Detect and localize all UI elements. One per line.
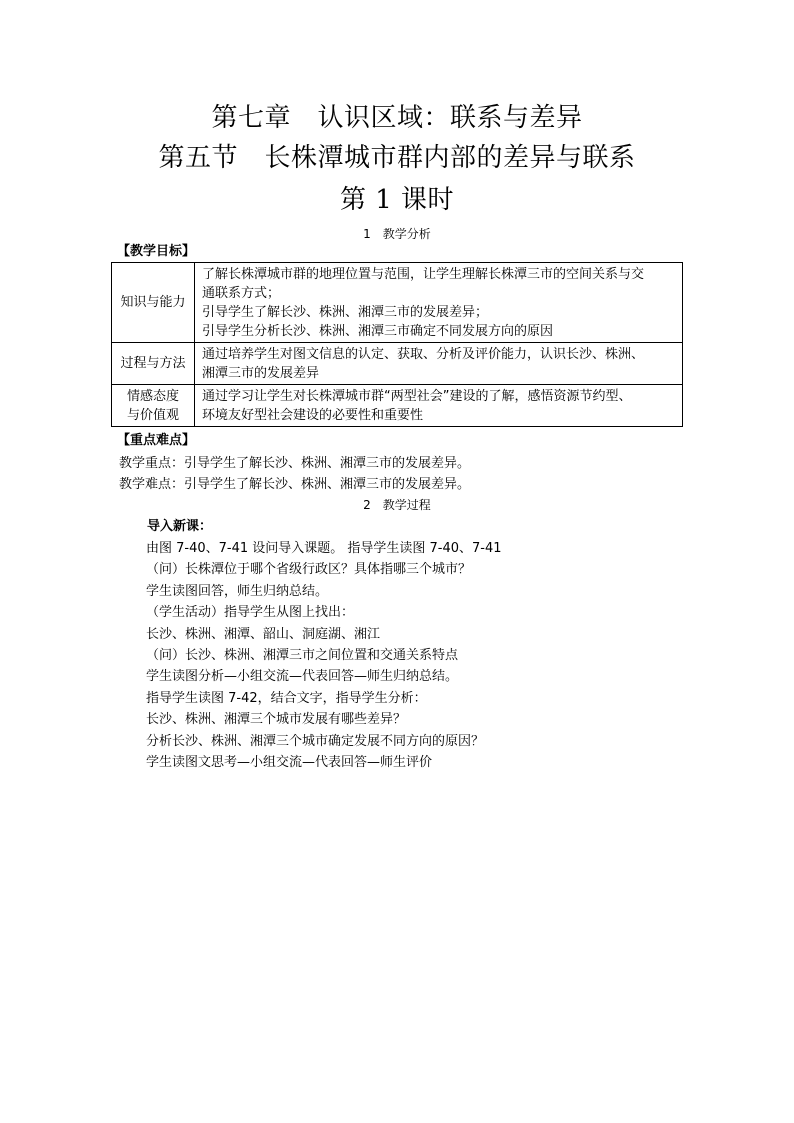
goal-content-line: 通过学习让学生对长株潭城市群“两型社会”建设的了解，感悟资源节约型、 [202,389,632,404]
goal-content-line: 通联系方式； [202,286,281,301]
process-subheading: 2 教学过程 [363,498,431,512]
goal-content-line: 了解长株潭城市群的地理位置与范围，让学生理解长株潭三市的空间关系与交 [202,267,645,282]
goal-category-label: 与价值观 [126,407,179,423]
process-steps [146,538,502,773]
chapter-title: 第七章 认识区域：联系与差异 [211,103,583,133]
analysis-subheading: 1 教学分析 [363,227,431,241]
process-line: 分析长沙、株洲、湘潭三个城市确定发展不同方向的原因？ [146,733,485,749]
process-line: （学生活动）指导学生从图上找出： [146,605,355,621]
goal-category-label: 知识与能力 [120,295,186,310]
process-line: 长沙、株洲、湘潭、韶山、洞庭湖、湘江 [146,626,381,642]
goal-row-process [112,343,683,385]
process-line: 学生读图分析—小组交流—代表回答—师生归纳总结。 [146,669,459,685]
lesson-title: 第 1 课时 [339,185,455,215]
goal-content-line: 通过培养学生对图文信息的认定、获取、分析及评价能力，认识长沙、株洲、 [202,347,645,362]
goal-category-label: 情感态度 [126,388,179,404]
teaching-focus: 教学重点：引导学生了解长沙、株洲、湘潭三市的发展差异。 [119,456,471,471]
process-line: （问）长株潭位于哪个省级行政区？具体指哪三个城市？ [146,562,472,578]
teaching-goals-heading: 【教学目标】 [117,244,196,259]
goal-content-line: 环境友好型社会建设的必要性和重要性 [202,408,424,423]
goal-content-cell [195,385,683,427]
goal-content-line: 引导学生分析长沙、株洲、湘潭三市确定不同发展方向的原因 [202,324,554,339]
goal-content-line: 引导学生了解长沙、株洲、湘潭三市的发展差异； [202,305,489,320]
goal-category-cell [112,385,195,427]
process-line: （问）长沙、株洲、湘潭三市之间位置和交通关系特点 [146,648,459,664]
goal-category-label: 过程与方法 [120,356,186,371]
goal-category-cell [112,263,195,343]
key-points-heading: 【重点难点】 [117,433,196,448]
section-title: 第五节 长株潭城市群内部的差异与联系 [158,143,636,173]
intro-heading: 导入新课： [147,519,213,534]
process-line: 学生读图回答，师生归纳总结。 [146,583,329,599]
goal-row-attitude [112,385,683,427]
process-line: 学生读图文思考—小组交流—代表回答—师生评价 [146,755,433,771]
process-line: 由图 7-40、7-41 设问导入课题。 指导学生读图 7-40、7-41 [146,541,502,556]
goal-row-knowledge [112,263,683,343]
teaching-difficulty: 教学难点：引导学生了解长沙、株洲、湘潭三市的发展差异。 [119,477,471,492]
teaching-goals-table [111,262,683,427]
process-line: 指导学生读图 7-42，结合文字，指导学生分析： [146,690,427,706]
goal-content-line: 湘潭三市的发展差异 [202,366,320,381]
goal-content-cell [195,343,683,385]
goal-content-cell [195,263,683,343]
goal-category-cell [112,343,195,385]
process-line: 长沙、株洲、湘潭三个城市发展有哪些差异？ [146,712,407,728]
